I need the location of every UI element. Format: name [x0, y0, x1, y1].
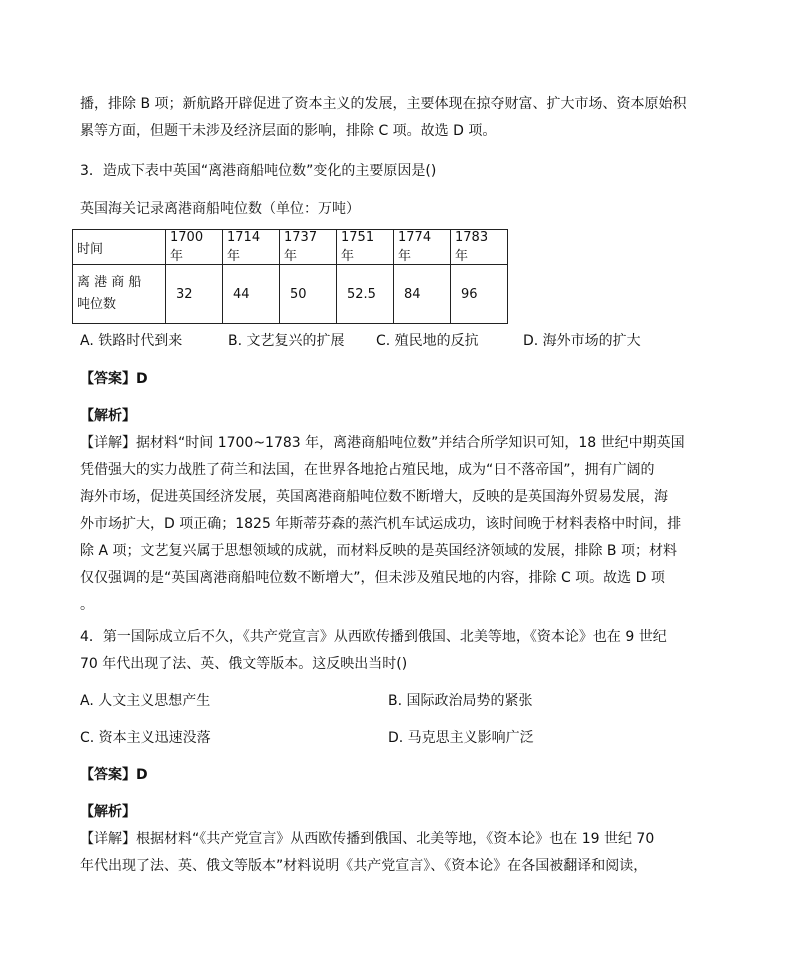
table-cell: 96 [451, 265, 508, 324]
answer: 【答案】D [80, 371, 148, 387]
table-title: 英国海关记录离港商船吨位数（单位：万吨） [80, 201, 360, 217]
row-label-line: 离 港 商 船 [77, 275, 142, 290]
question-4: 4．第一国际成立后不久，《共产党宣言》从西欧传播到俄国、北美等地，《资本论》也在 9 世纪 [80, 629, 667, 645]
question-4: 70 年代出现了法、英、俄文等版本。这反映出当时() [80, 656, 408, 672]
paragraph-line: 播，排除 B 项；新航路开辟促进了资本主义的发展，主要体现在掠夺财富、扩大市场、资本原始积 [80, 96, 687, 112]
option-b: B. 文艺复兴的扩展 [228, 333, 345, 349]
table-header: 1783 年 [451, 230, 508, 265]
detail-line: 海外市场，促进英国经济发展，英国离港商船吨位数不断增大，反映的是英国海外贸易发展，海 [80, 489, 668, 505]
table-header: 1751 年 [337, 230, 394, 265]
table-header: 1700 年 [166, 230, 223, 265]
analysis-title: 【解析】 [80, 804, 136, 820]
option-d: D. 海外市场的扩大 [523, 333, 641, 349]
detail-line: 仅仅强调的是“英国离港商船吨位数不断增大”，但未涉及殖民地的内容，排除 C 项。故选 D 项 [80, 570, 665, 586]
option-d: D. 马克思主义影响广泛 [388, 730, 534, 746]
table-cell: 84 [394, 265, 451, 324]
table-header: 1714 年 [223, 230, 280, 265]
row-label [73, 265, 166, 324]
detail-line: 凭借强大的实力战胜了荷兰和法国，在世界各地抢占殖民地，成为“日不落帝国”，拥有广阔的 [80, 462, 655, 478]
table-cell: 52.5 [337, 265, 394, 324]
tonnage-table [72, 229, 508, 324]
table-header: 1737 年 [280, 230, 337, 265]
option-c: C. 殖民地的反抗 [376, 333, 479, 349]
option-c: C. 资本主义迅速没落 [80, 730, 211, 746]
table-header: 时间 [73, 230, 166, 265]
row-label-line: 吨位数 [77, 297, 117, 312]
detail-line: 。 [80, 597, 94, 613]
table-header: 1774 年 [394, 230, 451, 265]
detail-line: 外市场扩大，D 项正确；1825 年斯蒂芬森的蒸汽机车试运成功，该时间晚于材料表格中时间，排 [80, 516, 682, 532]
option-a: A. 人文主义思想产生 [80, 693, 211, 709]
detail-line: 年代出现了法、英、俄文等版本”材料说明《共产党宣言》、《资本论》在各国被翻译和阅读， [80, 858, 648, 874]
table-cell: 50 [280, 265, 337, 324]
table-cell: 32 [166, 265, 223, 324]
analysis-title: 【解析】 [80, 408, 136, 424]
detail-line: 【详解】根据材料“《共产党宣言》从西欧传播到俄国、北美等地，《资本论》也在 19 世纪 70 [80, 831, 655, 847]
table-row [73, 230, 508, 265]
option-b: B. 国际政治局势的紧张 [388, 693, 533, 709]
question-3: 3．造成下表中英国“离港商船吨位数”变化的主要原因是() [80, 163, 437, 179]
option-a: A. 铁路时代到来 [80, 333, 183, 349]
table-row [73, 265, 508, 324]
detail-line: 除 A 项；文艺复兴属于思想领域的成就，而材料反映的是英国经济领域的发展，排除 B 项；材料 [80, 543, 677, 559]
detail-line: 【详解】据材料“时间 1700~1783 年，离港商船吨位数”并结合所学知识可知，18 世纪中期英国 [80, 435, 685, 451]
paragraph-line: 累等方面，但题干未涉及经济层面的影响，排除 C 项。故选 D 项。 [80, 123, 497, 139]
answer: 【答案】D [80, 767, 148, 783]
table-cell: 44 [223, 265, 280, 324]
